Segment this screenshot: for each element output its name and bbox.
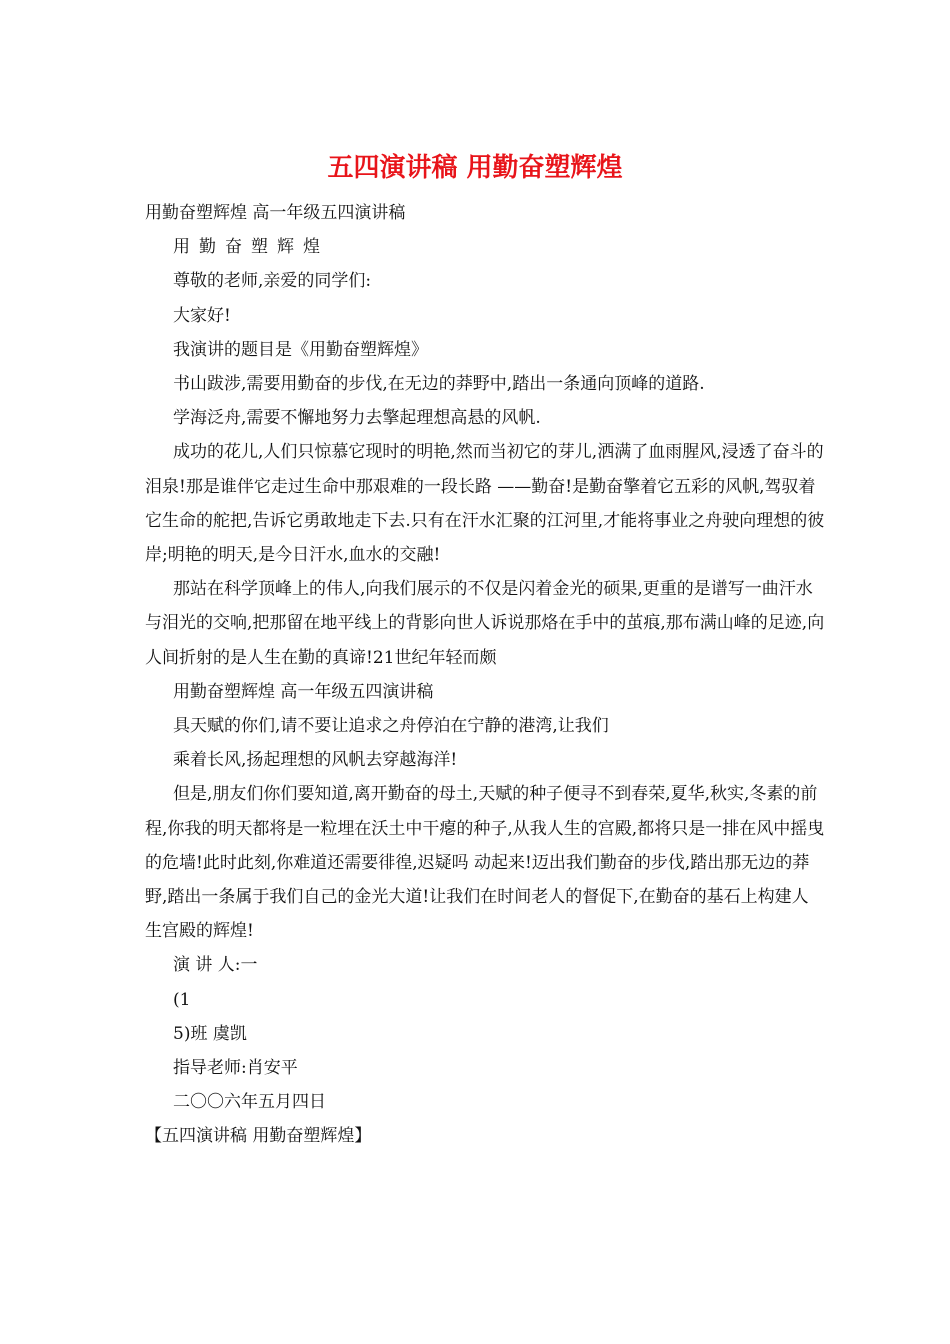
paragraph-1: 书山跋涉,需要用勤奋的步伐,在无边的莽野中,踏出一条通向顶峰的道路. <box>173 374 705 395</box>
hello-line: 大家好! <box>173 305 231 326</box>
date-line: 二〇〇六年五月四日 <box>173 1092 326 1113</box>
class-line-1: (1 <box>173 989 191 1010</box>
paragraph-3: 成功的花儿,人们只惊慕它现时的明艳,然而当初它的芽儿,洒满了血雨腥风,浸透了奋斗的泪泉!那是谁伴它走过生命中那艰难的一段长路 ——勤奋!是勤奋擎着它五彩的风帆,驾驭着它生命的舵把,告诉它勇敢地走下去.只有在汗水汇聚的江河里,才能将事业之舟驶向理想的彼岸;明艳的明天,是今日汗水,血水的交融! <box>145 442 825 566</box>
class-line-2: 5)班 虞凯 <box>173 1023 247 1044</box>
topic-line: 我演讲的题目是《用勤奋塑辉煌》 <box>173 339 428 360</box>
paragraph-6: 乘着长风,扬起理想的风帆去穿越海洋! <box>173 750 458 771</box>
footer-line: 【五四演讲稿 用勤奋塑辉煌】 <box>145 1126 372 1147</box>
advisor-line: 指导老师:肖安平 <box>173 1058 298 1079</box>
paragraph-7: 但是,朋友们你们要知道,离开勤奋的母土,天赋的种子便寻不到春荣,夏华,秋实,冬素的前程,你我的明天都将是一粒埋在沃土中干瘪的种子,从我人生的宫殿,都将只是一排在风中摇曳的危墙!此时此刻,你难道还需要徘徨,迟疑吗 动起来!迈出我们勤奋的步伐,踏出那无边的莽野,踏出一条属于我们自己的金光大道!让我们在时间老人的督促下,在勤奋的基石上构建人生宫殿的辉煌! <box>145 784 825 942</box>
document-body <box>145 196 825 1154</box>
speaker-line: 演 讲 人:一 <box>173 955 258 976</box>
document-title: 五四演讲稿 用勤奋塑辉煌 <box>327 153 623 183</box>
paragraph-4: 那站在科学顶峰上的伟人,向我们展示的不仅是闪着金光的硕果,更重的是谱写一曲汗水与泪光的交响,把那留在地平线上的背影向世人诉说那烙在手中的茧痕,那布满山峰的足迹,向人间折射的是人生在勤的真谛!21世纪年轻而颇 <box>145 579 825 668</box>
paragraph-2: 学海泛舟,需要不懈地努力去擎起理想高悬的风帆. <box>173 408 541 429</box>
repeat-subtitle-line: 用勤奋塑辉煌 高一年级五四演讲稿 <box>173 681 434 702</box>
subtitle-line: 用勤奋塑辉煌 高一年级五四演讲稿 <box>145 203 406 223</box>
spaced-heading: 用勤奋塑辉煌 <box>173 237 329 258</box>
paragraph-5: 具天赋的你们,请不要让追求之舟停泊在宁静的港湾,让我们 <box>173 716 609 737</box>
greeting-line: 尊敬的老师,亲爱的同学们: <box>173 271 372 292</box>
